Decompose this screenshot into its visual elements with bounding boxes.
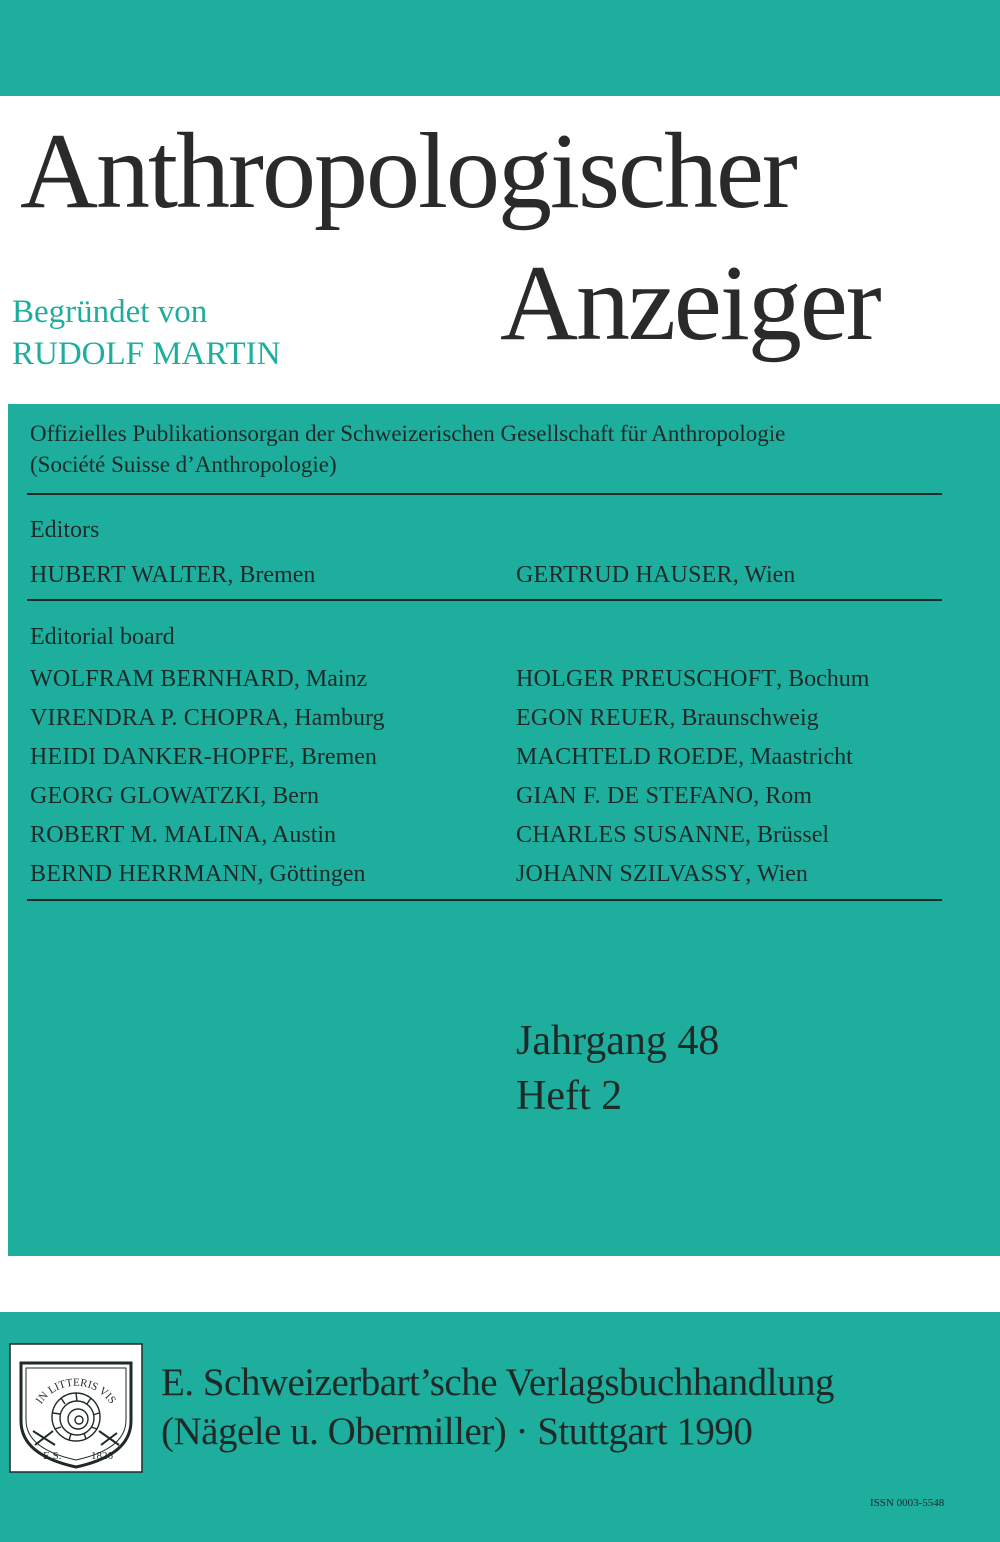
founder-name: RUDOLF MARTIN (12, 336, 281, 372)
board-member (516, 823, 829, 847)
editor-item (30, 563, 315, 587)
editor-city: , Wien (732, 562, 796, 588)
issue-label: Heft 2 (516, 1073, 623, 1119)
board-member (516, 706, 819, 730)
member-name: GIAN F. DE STEFANO (516, 783, 754, 809)
seal-motto: IN LITTERIS VIS (33, 1376, 119, 1407)
editor-item (516, 563, 795, 587)
editors-label: Editors (30, 517, 100, 543)
member-city: , Göttingen (257, 861, 366, 887)
member-city: , Rom (753, 783, 812, 809)
subtitle-line1: Offizielles Publikationsorgan der Schweizerischen Gesellschaft für Anthropologie (30, 421, 786, 446)
member-name: VIRENDRA P. CHOPRA (30, 705, 283, 731)
board-member (30, 706, 385, 730)
publisher-name-line1: E. Schweizerbart’sche Verlagsbuchhandlung (161, 1361, 834, 1404)
member-city: , Bern (260, 783, 319, 809)
member-city: , Bremen (288, 744, 377, 770)
board-member (516, 784, 812, 808)
journal-title-line1: Anthropologischer (20, 112, 796, 231)
journal-title-line2: Anzeiger (500, 244, 880, 363)
board-member (30, 784, 319, 808)
founded-by-label: Begründet von (12, 294, 208, 330)
divider-rule (27, 899, 942, 901)
editorial-board-label: Editorial board (30, 624, 175, 650)
member-city: , Brüssel (745, 822, 830, 848)
member-name: JOHANN SZILVASSY (516, 861, 746, 887)
member-city: , Maastricht (738, 744, 853, 770)
issn-number: ISSN 0003-5548 (870, 1497, 945, 1509)
subtitle-line2: (Société Suisse d’Anthropologie) (30, 452, 337, 477)
board-member (30, 745, 377, 769)
member-city: , Hamburg (282, 705, 385, 731)
journal-subtitle (30, 418, 960, 480)
member-city: , Mainz (293, 666, 368, 692)
board-member (30, 823, 336, 847)
seal-year: 1826 (91, 1450, 113, 1462)
board-member (30, 862, 365, 886)
member-name: CHARLES SUSANNE (516, 822, 746, 848)
seal-initials: E.S. (43, 1450, 62, 1462)
board-member (516, 745, 853, 769)
member-name: GEORG GLOWATZKI (30, 783, 261, 809)
member-name: HOLGER PREUSCHOFT (516, 666, 777, 692)
editor-name: GERTRUD HAUSER (516, 562, 733, 588)
member-city: , Wien (745, 861, 808, 887)
member-name: BERND HERRMANN (30, 861, 258, 887)
member-name: ROBERT M. MALINA (30, 822, 262, 848)
editor-city: , Bremen (227, 562, 316, 588)
board-member (516, 862, 808, 886)
member-name: MACHTELD ROEDE (516, 744, 739, 770)
volume-label: Jahrgang 48 (516, 1018, 720, 1064)
board-member (30, 667, 367, 691)
divider-rule (27, 599, 942, 601)
member-city: , Braunschweig (669, 705, 819, 731)
top-color-band (0, 0, 1000, 96)
member-city: , Austin (261, 822, 337, 848)
board-member (516, 667, 869, 691)
editor-name: HUBERT WALTER (30, 562, 228, 588)
member-name: EGON REUER (516, 705, 670, 731)
publisher-seal-logo (9, 1343, 143, 1473)
divider-rule (27, 493, 942, 495)
member-city: , Bochum (776, 666, 870, 692)
member-name: HEIDI DANKER-HOPFE (30, 744, 289, 770)
publisher-name-line2: (Nägele u. Obermiller) · Stuttgart 1990 (161, 1410, 753, 1453)
member-name: WOLFRAM BERNHARD (30, 666, 294, 692)
